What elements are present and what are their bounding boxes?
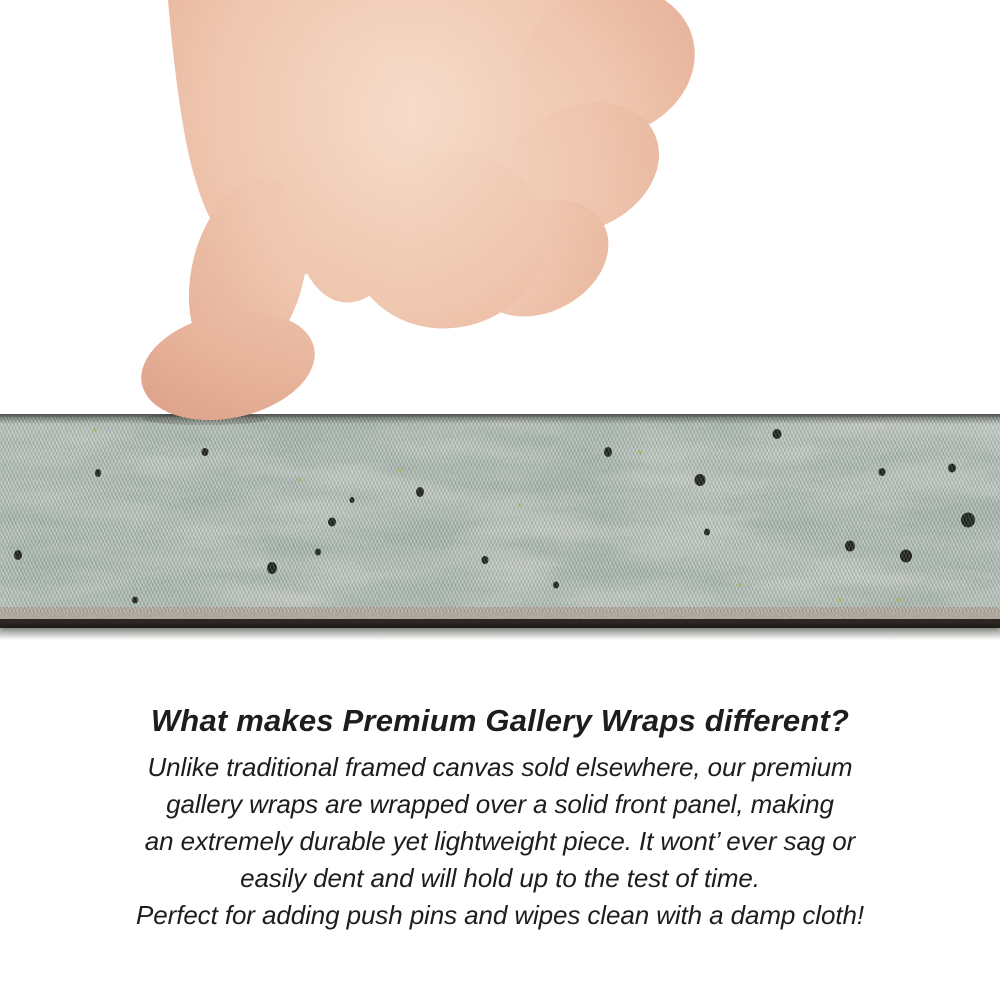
- canvas-grain: [0, 414, 1000, 619]
- headline: What makes Premium Gallery Wraps different?: [150, 703, 850, 738]
- hand-pressing-thumb-photo: [88, 0, 708, 424]
- body-line: Unlike traditional framed canvas sold elsewhere, our premium: [147, 752, 853, 782]
- body-line: gallery wraps are wrapped over a solid front panel, making: [166, 789, 834, 819]
- marketing-copy: [0, 702, 1000, 934]
- strip-drop-shadow: [0, 633, 1000, 640]
- body-line: easily dent and will hold up to the test of time.: [240, 863, 760, 893]
- body-line: an extremely durable yet lightweight piece. It wont’ ever sag or: [144, 826, 856, 856]
- wrapped-edge-grain: [0, 607, 1000, 620]
- body-paragraph: [0, 749, 1000, 934]
- panel-edge-shadow: [0, 625, 1000, 631]
- canvas-edge-strip: [0, 414, 1000, 633]
- hand-silhouette: [131, 0, 708, 424]
- body-line: Perfect for adding push pins and wipes clean with a damp cloth!: [136, 900, 864, 930]
